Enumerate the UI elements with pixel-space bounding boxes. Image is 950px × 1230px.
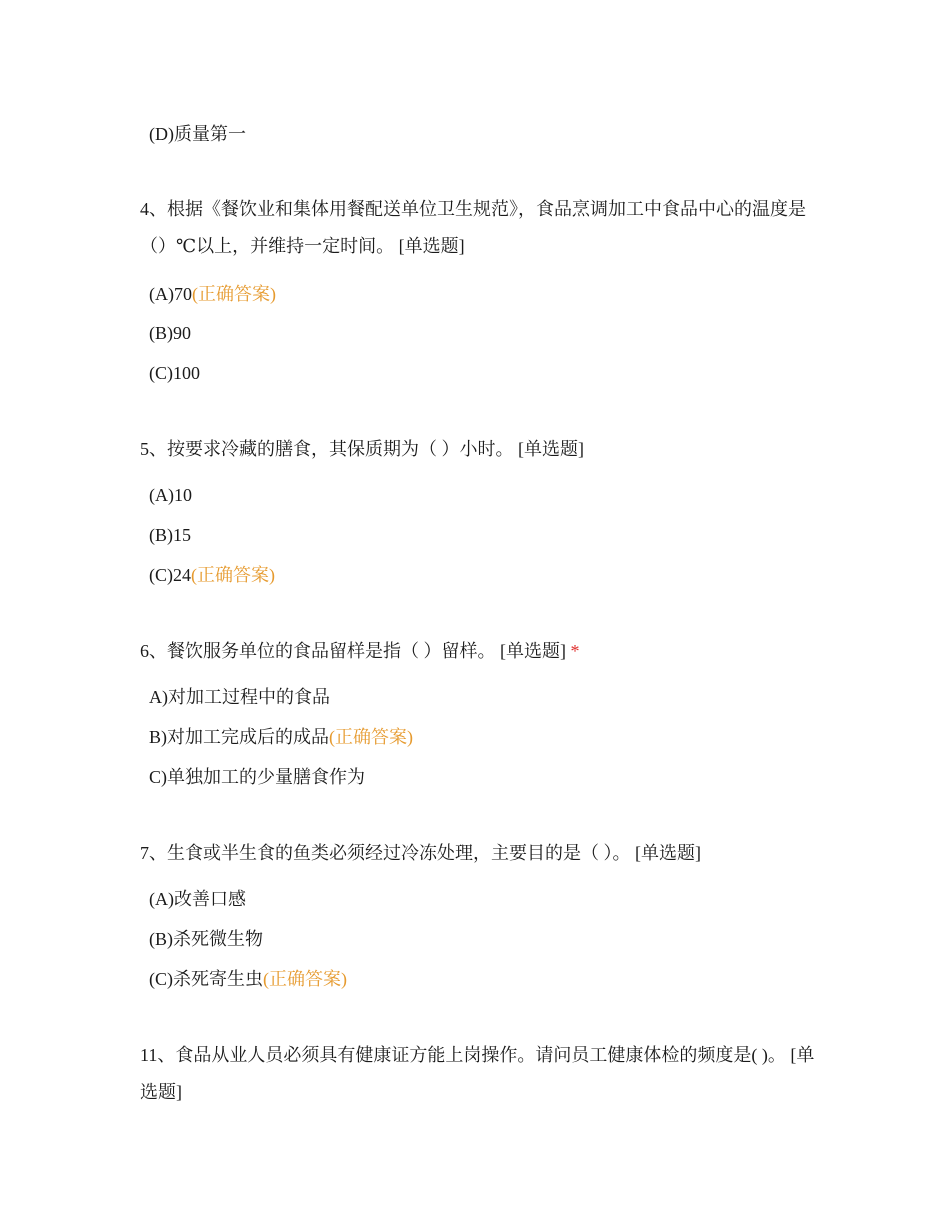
question-6-stem [140, 633, 820, 670]
correct-answer-tag: (正确答案) [263, 969, 347, 989]
correct-answer-tag: (正确答案) [191, 565, 275, 585]
option-text: (B)杀死微生物 [149, 929, 263, 949]
question-type-label: [单选题] [518, 439, 584, 459]
question-type-label: [单选题] [398, 236, 465, 256]
question-7-option-c [149, 967, 347, 991]
question-5-option-a [149, 483, 192, 507]
question-6-option-b [149, 725, 413, 749]
question-4-stem [140, 191, 820, 265]
question-11-stem [140, 1037, 820, 1111]
question-stem-text: 11、食品从业人员必须具有健康证方能上岗操作。请问员工健康体检的频度是( )。 [140, 1045, 786, 1065]
option-text: (B)15 [149, 525, 191, 545]
correct-answer-tag: (正确答案) [192, 284, 276, 304]
question-4-option-a [149, 282, 276, 306]
question-7-stem [140, 835, 820, 872]
question-7-option-b [149, 927, 263, 951]
option-text: (C)杀死寄生虫 [149, 969, 263, 989]
option-text: B)对加工完成后的成品 [149, 727, 329, 747]
option-text: (A)改善口感 [149, 889, 246, 909]
question-5-option-c [149, 563, 275, 587]
question-5-option-b [149, 523, 191, 547]
question-stem-text: 5、按要求冷藏的膳食，其保质期为（ ）小时。 [140, 439, 514, 459]
question-stem-text: 6、餐饮服务单位的食品留样是指（ ）留样。 [140, 641, 496, 661]
question-type-label: [单选题] [500, 641, 566, 661]
question-stem-text: 4、根据《餐饮业和集体用餐配送单位卫生规范》，食品烹调加工中食品中心的温度是（）℃以上，并维持一定时间。 [140, 199, 806, 256]
question-type-label: [单选题] [635, 843, 701, 863]
question-3-option-d [149, 122, 246, 146]
question-5-stem [140, 431, 820, 468]
option-text: C)单独加工的少量膳食作为 [149, 767, 365, 787]
option-text: A)对加工过程中的食品 [149, 687, 330, 707]
option-text: (C)100 [149, 363, 200, 383]
question-7-option-a [149, 887, 246, 911]
question-6-option-c [149, 765, 365, 789]
question-4-option-b [149, 321, 191, 345]
question-stem-text: 7、生食或半生食的鱼类必须经过冷冻处理，主要目的是（ ）。 [140, 843, 631, 863]
question-4-option-c [149, 361, 200, 385]
question-type-label: [单选题] [140, 1045, 815, 1102]
required-mark: * [570, 641, 580, 661]
option-text: (B)90 [149, 323, 191, 343]
correct-answer-tag: (正确答案) [329, 727, 413, 747]
option-text: (C)24 [149, 565, 191, 585]
question-6-option-a [149, 685, 330, 709]
option-text: (A)70 [149, 284, 192, 304]
option-text: (A)10 [149, 485, 192, 505]
option-text: (D)质量第一 [149, 124, 246, 144]
